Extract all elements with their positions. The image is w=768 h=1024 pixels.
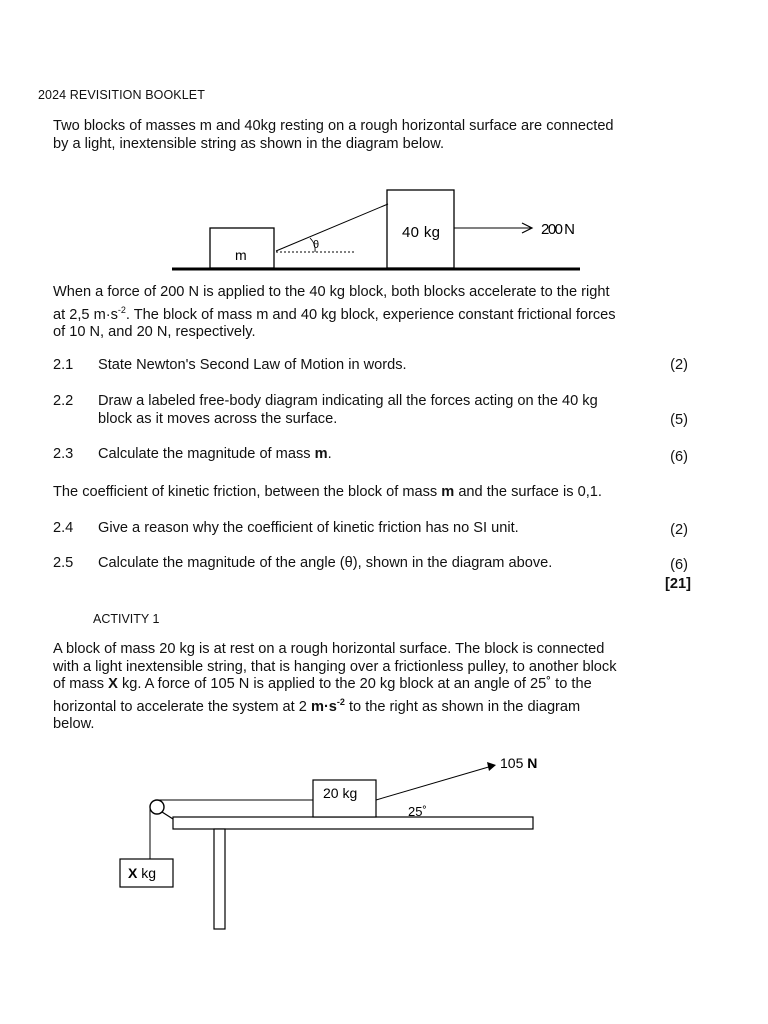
block-x-unit: kg (137, 865, 157, 881)
table-leg (214, 829, 225, 929)
coefficient-a: The coefficient of kinetic friction, between the block of mass (53, 484, 442, 500)
q-2-3-text-a: Calculate the magnitude of mass (98, 446, 315, 462)
q-2-3-text-bold: m (314, 446, 328, 462)
booklet-header: 2024 REVISITION BOOKLET (38, 88, 205, 102)
string-line (276, 204, 388, 251)
q1-description (53, 284, 616, 341)
activity-description (53, 641, 617, 733)
q1-desc-line2-a: at 2,5 m·s (53, 306, 118, 323)
q-2-4-mark: (2) (670, 522, 688, 538)
block-m-label: m (235, 247, 247, 263)
force-105n-arrowhead (487, 762, 496, 771)
activity-line4-sup: -2 (336, 696, 345, 707)
activity-line5: below. (53, 715, 95, 732)
q-2-1-text: State Newton's Second Law of Motion in words. (98, 357, 407, 373)
q1-desc-line2-sup: -2 (117, 304, 126, 315)
activity-line4-b: to the right as shown in the diagram (344, 698, 581, 715)
q-2-2-text-line1: Draw a labeled free-body diagram indicating all the forces acting on the 40 kg (98, 393, 598, 409)
q-2-3-number: 2.3 (53, 446, 74, 462)
q1-desc-line1: When a force of 200 N is applied to the 40 kg block, both blocks accelerate to the right (53, 284, 610, 300)
coefficient-bold: m (441, 484, 455, 500)
q1-intro-line1: Two blocks of masses m and 40kg resting on a rough horizontal surface are connected (53, 118, 614, 134)
coefficient-statement (53, 484, 602, 502)
q-2-2-mark: (5) (670, 412, 688, 428)
q-2-3-text (98, 446, 658, 464)
force-105n-line (376, 766, 492, 800)
q1-desc-line2 (53, 302, 616, 324)
two-blocks-diagram (160, 180, 590, 280)
q-2-1-mark: (2) (670, 357, 688, 373)
q1-total-mark: [21] (665, 576, 691, 592)
pulley-diagram (110, 752, 550, 937)
q1-desc-line2-b: . The block of mass m and 40 kg block, experience constant frictional forces (125, 306, 616, 323)
block-20kg-label: 20 kg (323, 785, 358, 801)
q-2-5-number: 2.5 (53, 555, 74, 571)
coefficient-b: and the surface is 0,1. (454, 484, 602, 500)
q-2-2-text (98, 393, 658, 428)
activity-title: ACTIVITY 1 (93, 612, 160, 626)
activity-line3-bold: X (108, 676, 118, 692)
q1-intro (53, 118, 614, 153)
block-x-letter: X (128, 865, 138, 881)
activity-line4-bold: m·s (310, 698, 337, 715)
activity-line3-a: of mass (53, 676, 109, 692)
table-top (173, 817, 533, 829)
angle-theta-label: θ (313, 239, 320, 251)
q-2-5-text: Calculate the magnitude of the angle (θ), shown in the diagram above. (98, 555, 553, 571)
force-105n-label (500, 755, 537, 771)
force-105n-unit: N (527, 755, 538, 771)
angle-25-label: 25˚ (408, 804, 427, 819)
q-2-2-text-line2: block as it moves across the surface. (98, 410, 338, 427)
q-2-5-mark: (6) (670, 557, 688, 573)
pulley-wheel (150, 800, 164, 814)
q1-desc-line3: of 10 N, and 20 N, respectively. (53, 323, 256, 340)
activity-line4 (53, 694, 617, 716)
q-2-4-text: Give a reason why the coefficient of kinetic friction has no SI unit. (98, 520, 519, 536)
block-x-kg-label (128, 865, 156, 881)
q-2-1-number: 2.1 (53, 357, 74, 373)
activity-line1: A block of mass 20 kg is at rest on a rough horizontal surface. The block is connected (53, 641, 605, 657)
activity-line3-b: kg. A force of 105 N is applied to the 20 kg block at an angle of 25˚ to the (117, 676, 592, 692)
pulley-bracket (162, 812, 173, 819)
q-2-3-mark: (6) (670, 449, 688, 465)
q-2-4-number: 2.4 (53, 520, 74, 536)
q-2-2-number: 2.2 (53, 393, 74, 409)
force-105n-number: 105 (500, 755, 528, 771)
activity-line4-a: horizontal to accelerate the system at 2 (53, 698, 311, 715)
activity-line3 (53, 676, 617, 694)
activity-line2: with a light inextensible string, that is hanging over a frictionless pulley, to another block (53, 658, 617, 675)
q1-intro-line2: by a light, inextensible string as shown in the diagram below. (53, 135, 445, 152)
force-200n-label: 200 N (541, 221, 575, 238)
q-2-3-text-b: . (327, 446, 332, 462)
block-40kg-label: 40 kg (402, 224, 440, 241)
